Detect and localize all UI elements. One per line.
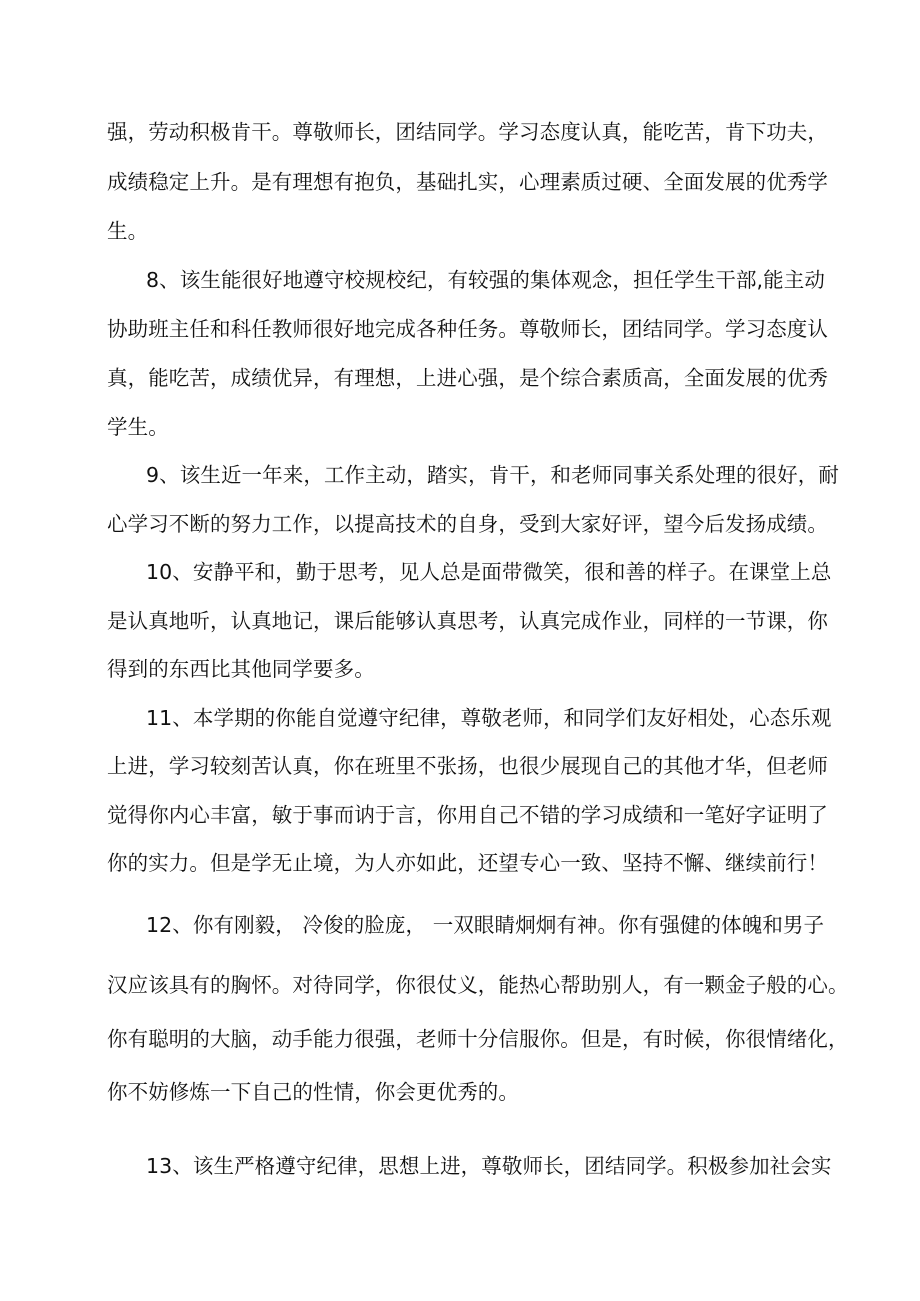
text-line: 学生。 [107,415,169,439]
text-line: 是认真地听，认真地记，课后能够认真思考，认真完成作业，同样的一节课，你 [107,609,828,633]
text-line: 生。 [107,219,149,243]
paragraph-10-start: 10、安静平和，勤于思考，见人总是面带微笑，很和善的样子。在课堂上总 [146,560,832,584]
paragraph-13-start: 13、该生严格遵守纪律，思想上进，尊敬师长，团结同学。积极参加社会实 [146,1154,832,1178]
text-line: 强，劳动积极肯干。尊敬师长，团结同学。学习态度认真，能吃苦，肯下功夫， [107,120,828,144]
text-line: 你不妨修炼一下自己的性情，你会更优秀的。 [107,1080,519,1104]
text-line: 得到的东西比其他同学要多。 [107,657,375,681]
text-line: 真，能吃苦，成绩优异，有理想，上进心强，是个综合素质高，全面发展的优秀 [107,366,828,390]
text-line: 心学习不断的努力工作，以提高技术的自身，受到大家好评，望今后发扬成绩。 [107,512,828,536]
paragraph-11-start: 11、本学期的你能自觉遵守纪律，尊敬老师，和同学们友好相处，心态乐观 [146,706,832,730]
text-line: 你有聪明的大脑，动手能力很强，老师十分信服你。但是，有时候，你很情绪化， [107,1027,849,1051]
text-line: 汉应该具有的胸怀。对待同学，你很仗义，能热心帮助别人，有一颗金子般的心。 [107,973,849,997]
text-line: 你的实力。但是学无止境，为人亦如此，还望专心一致、坚持不懈、继续前行！ [107,851,828,875]
paragraph-12-start: 12、你有刚毅， 冷俊的脸庞， 一双眼睛炯炯有神。你有强健的体魄和男子 [146,913,825,937]
text-line: 成绩稳定上升。是有理想有抱负，基础扎实，心理素质过硬、全面发展的优秀学 [107,170,828,194]
text-line: 上进，学习较刻苦认真，你在班里不张扬，也很少展现自己的其他才华，但老师 [107,754,828,778]
paragraph-9-start: 9、该生近一年来，工作主动，踏实，肯干，和老师同事关系处理的很好，耐 [146,463,839,487]
text-line: 觉得你内心丰富，敏于事而讷于言，你用自己不错的学习成绩和一笔好字证明了 [107,803,828,827]
text-line: 协助班主任和科任教师很好地完成各种任务。尊敬师长，团结同学。学习态度认 [107,317,828,341]
paragraph-8-start: 8、该生能很好地遵守校规校纪，有较强的集体观念，担任学生干部,能主动 [146,268,825,292]
